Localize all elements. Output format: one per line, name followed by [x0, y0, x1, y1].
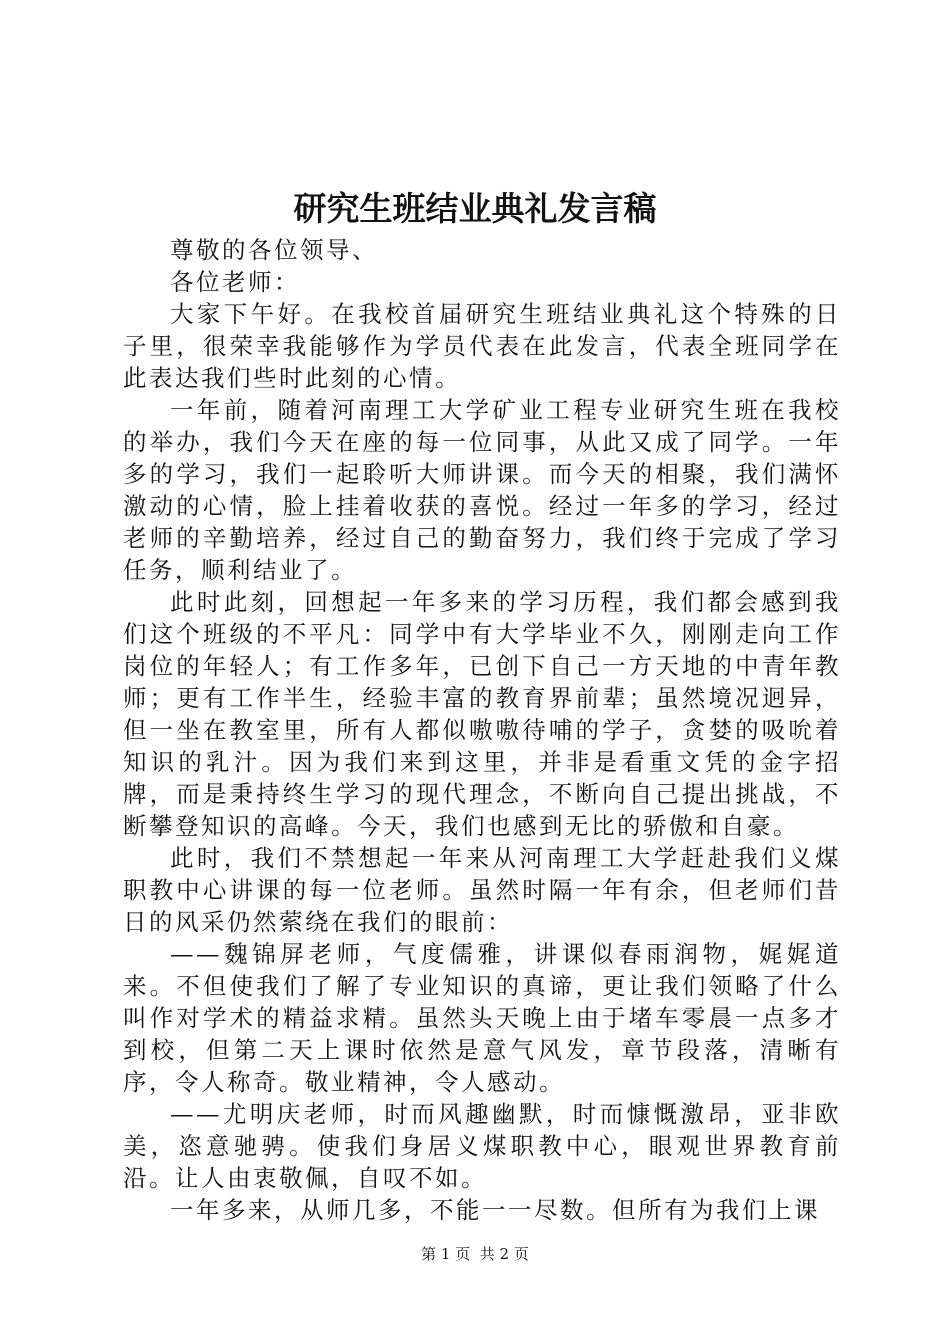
document-title: 研究生班结业典礼发言稿 [293, 189, 657, 228]
paragraph-teacher-you: ——尤明庆老师，时而风趣幽默，时而慷慨激昂，亚非欧美，恣意驰骋。使我们身居义煤职教中心，眼观世界教育前沿。让人由衷敬佩，自叹不如。 [123, 1100, 841, 1192]
salutation-line-2: 各位老师： [170, 268, 300, 296]
paragraph-year-ago: 一年前，随着河南理工大学矿业工程专业研究生班在我校的举办，我们今天在座的每一位同事，从此又成了同学。一年多的学习，我们一起聆听大师讲课。而今天的相聚，我们满怀激动的心情，脸上挂着收获的喜悦。经过一年多的学习，经过老师的辛勤培养，经过自己的勤奋努力，我们终于完成了学习任务，顺利结业了。 [123, 396, 841, 584]
document-body [123, 234, 841, 1226]
paragraph-reflection: 此时此刻，回想起一年多来的学习历程，我们都会感到我们这个班级的不平凡：同学中有大学毕业不久，刚刚走向工作岗位的年轻人；有工作多年，已创下自己一方天地的中青年教师；更有工作半生，经验丰富的教育界前辈；虽然境况迥异，但一坐在教室里，所有人都似嗷嗷待哺的学子，贪婪的吸吮着知识的乳汁。因为我们来到这里，并非是看重文凭的金字招牌，而是秉持终生学习的现代理念，不断向自己提出挑战，不断攀登知识的高峰。今天，我们也感到无比的骄傲和自豪。 [123, 588, 841, 840]
paragraph-closing-start: 一年多来，从师几多，不能一一尽数。但所有为我们上课 [170, 1196, 820, 1224]
page-footer [0, 1244, 950, 1264]
salutation-line-1: 尊敬的各位领导、 [170, 236, 378, 264]
paragraph-greeting: 大家下午好。在我校首届研究生班结业典礼这个特殊的日子里，很荣幸我能够作为学员代表在此发言，代表全班同学在此表达我们些时此刻的心情。 [123, 300, 841, 392]
page-number-label: 第 1 页 共 2 页 [421, 1245, 529, 1263]
paragraph-teacher-wei: ——魏锦屏老师，气度儒雅，讲课似春雨润物，娓娓道来。不但使我们了解了专业知识的真谛，更让我们领略了什么叫作对学术的精益求精。虽然头天晚上由于堵车零晨一点多才到校，但第二天上课时依然是意气风发，章节段落，清晰有序，令人称奇。敬业精神，令人感动。 [123, 940, 841, 1096]
paragraph-teachers-intro: 此时，我们不禁想起一年来从河南理工大学赶赴我们义煤职教中心讲课的每一位老师。虽然时隔一年有余，但老师们昔日的风采仍然萦绕在我们的眼前： [123, 844, 841, 936]
